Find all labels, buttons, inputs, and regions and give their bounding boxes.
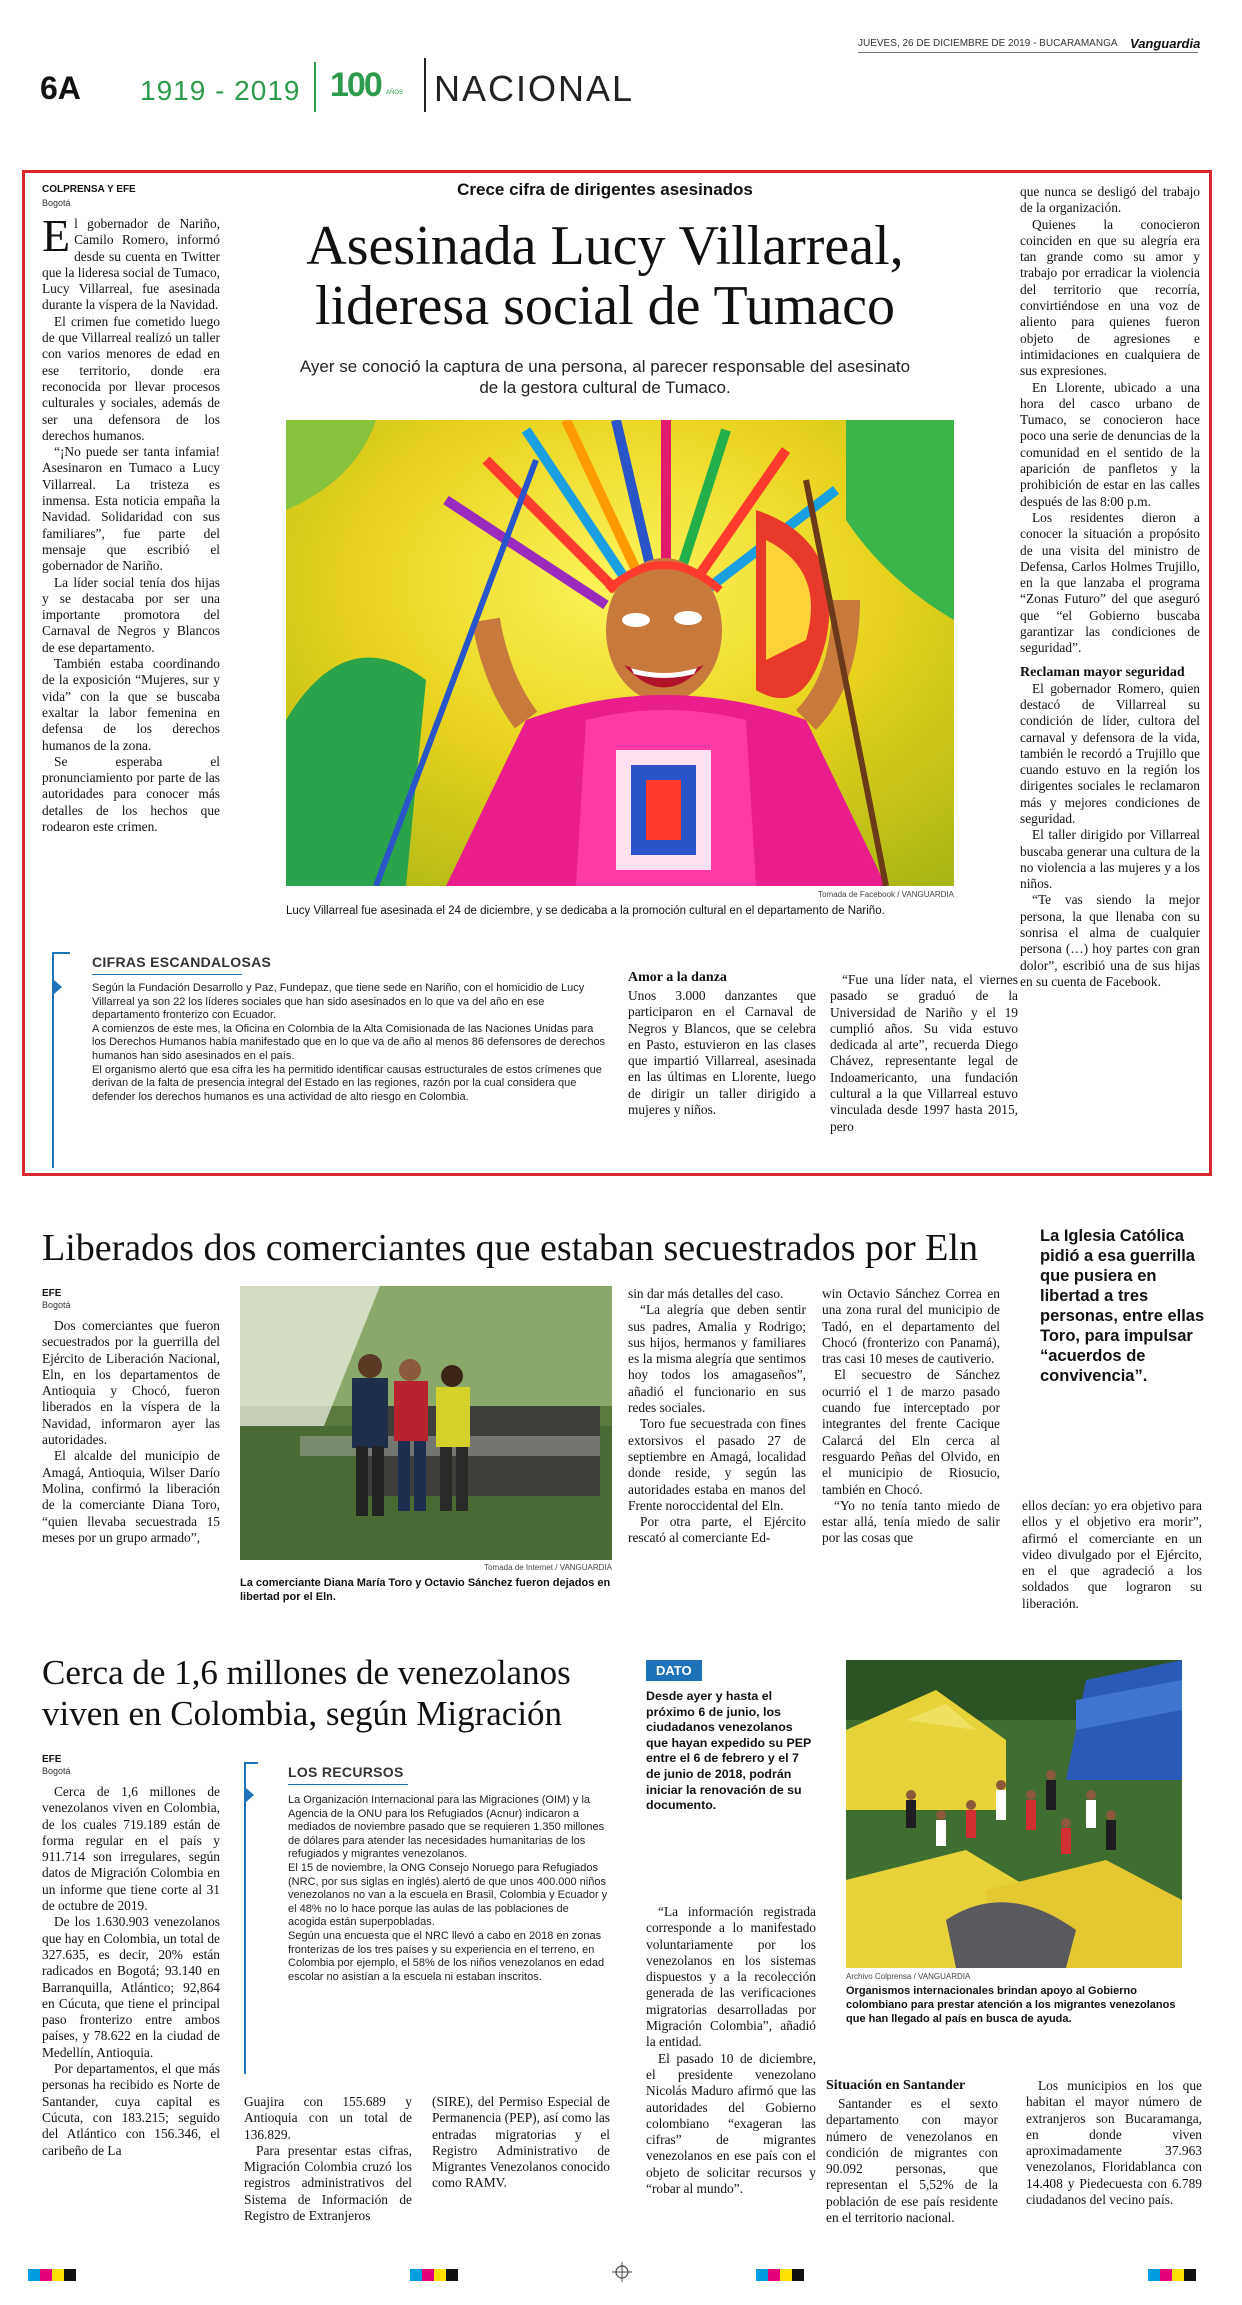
print-color-bar-center-right	[756, 2266, 804, 2285]
merchants-photo	[240, 1286, 612, 1560]
recursos-box	[244, 1762, 610, 2074]
a2-caption: La comerciante Diana María Toro y Octavio Sánchez fueron dejados en libertad por el Eln.	[240, 1577, 611, 1603]
a3-photo-credit: Archivo Colprensa / VANGUARDIA	[846, 1972, 971, 1981]
a1-city: Bogotá	[42, 198, 71, 208]
a1-column-1: El gobernador de Nariño, Camilo Romero, informó desde su cuenta en Twitter que la lideresa social de Tumaco, Lucy Villarreal, fue asesinada durante la víspera de la Navidad. El crimen fue cometido luego de que Villarreal realizó un taller con varios menores de edad en ese territorio, donde era reconocida por llevar procesos culturales y sociales, además de ser una defensora de los derechos humanos. “¡No puede ser tanta infamia! Asesinaron en Tumaco a Lucy Villarreal. La tristeza es inmensa. Esta noticia empaña la Navidad. Solidaridad con sus familiares”, fue parte del mensaje que escribió el gobernador de Nariño. La líder social tenía dos hijas y se destacaba por ser una importante promotora del Carnaval de Negros y Blancos de ese departamento. También estaba coordinando de la exposición “Mujeres, sur y vida” con la que se buscaba exaltar la labor femenina en defensa de los derechos humanos de la zona. Se esperaba el pronunciamiento por parte de las autoridades para conocer más detalles de los hechos que rodearon este crimen.	[42, 210, 220, 834]
a1-kicker: Crece cifra de dirigentes asesinados	[457, 180, 753, 199]
print-color-bar-left	[28, 2266, 76, 2285]
page-number: 6A	[40, 70, 81, 106]
a2-column-1: Dos comerciantes que fueron secuestrados por la guerrilla del Ejército de Liberación Nacional, Eln, en los departamentos de Antioquia y Chocó, fueron liberados en la víspera de la Navidad, informaron ayer las autoridades. El alcalde del municipio de Amagá, Antioquia, Wilser Darío Molina, confirmó la liberación de la comerciante Diana Toro, “quien llevaba secuestrada 15 meses por un grupo armado”,	[42, 1318, 220, 1545]
a2-city: Bogotá	[42, 1300, 71, 1310]
cifras-title: CIFRAS ESCANDALOSAS	[92, 954, 272, 970]
dropcap: E	[42, 210, 71, 261]
years-label: 1919 - 2019	[140, 75, 301, 106]
tents-illustration	[846, 1660, 1182, 1968]
header-divider	[314, 62, 316, 112]
cifras-text: Según la Fundación Desarrollo y Paz, Fundepaz, que tiene sede en Nariño, con el homicidio de Lucy Villarreal ya son 22 los líderes sociales que han sido asesinados en lo que va del año en ese departamento fronterizo con Ecuador. A comienzos de este mes, la Oficina en Colombia de la Alta Comisionada de las Naciones Unidas para los Derechos Humanos había manifestado que en lo que va de año al menos 86 defensores de derechos humanos han sido asesinados en el país. El organismo alertó que esa cifra les ha permitido identificar causas estructurales de estos crímenes que derivan de la falta de presencia integral del Estado en las regiones, razón por la cual considera que defender los derechos humanos es una actividad de alto riesgo en Colombia.	[92, 982, 606, 1103]
a3-column-1: Cerca de 1,6 millones de venezolanos viven en Colombia, de los cuales 719.189 están de forma regular en el país y 911.714 son irregulares, según datos de Migración Colombia en un informe que tiene corte al 31 de octubre de 2019. De los 1.630.903 venezolanos que hay en Colombia, un total de 327.635, es decir, 20% están radicados en Bogotá; 93.140 en Barranquilla, Atlántico; 92,864 en Cúcuta, que tiene el principal paso fronterizo entre ambos países, y 78.622 en la ciudad de Medellín, Antioquia. Por departamentos, el que más personas ha recibido es Norte de Santander, cuya capital es Cúcuta, con 183.215; seguido del Atlántico con 156.346, el caribeño de La	[42, 1784, 220, 2158]
a1-caption: Lucy Villarreal fue asesinada el 24 de diciembre, y se dedicaba a la promoción cultural en el departamento de Nariño.	[286, 905, 885, 917]
a1-column-amor: Unos 3.000 danzantes que participaron en el Carnaval de Negros y Blancos, que se celebra en Pasto, estuvieron en las clases que impartió Villarreal, asesinada en las últimas en Llorente, luego de dirigir un taller dirigido a mujeres y niños.	[628, 988, 816, 1118]
recursos-title: LOS RECURSOS	[288, 1764, 404, 1780]
a3-headline: Cerca de 1,6 millones de venezolanos viven en Colombia, según Migración	[42, 1653, 571, 1733]
a3-column-2: Guajira con 155.689 y Antioquia con un total de 136.829. Para presentar estas cifras, Migración Colombia cruzó los registros administrativos del Sistema de Información de Registro de Extranjeros	[244, 2094, 412, 2224]
recursos-text: La Organización Internacional para las Migraciones (OIM) y la Agencia de la ONU para los Refugiados (Acnur) indicaron a mediados de noviembre pasado que se requieren 1.350 millones de dólares para atender las necesidades humanitarias de los refugiados y migrantes venezolanos. El 15 de noviembre, la ONG Consejo Noruego para Refugiados (NRC, por sus siglas en inglés) alertó de que unos 400.000 niños venezolanos no van a la escuela en Brasil, Colombia y Ecuador y el 48% no lo hace porque las aulas de las poblaciones de acogida están superpobladas. Según una encuesta que el NRC llevó a cabo en 2018 en zonas fronterizas de los tres países y su experiencia en el terreno, en Colombia por ejemplo, el 58% de los niños venezolanos en edad escolar no asistían a la escuela ni estaban inscritos.	[288, 1794, 608, 1983]
a3-column-5: Santander es el sexto departamento con mayor número de venezolanos en condición de migrantes con 90.092 personas, que representan el 5,52% de la población de ese país residente en el territorio nacional.	[826, 2096, 998, 2226]
dato-box	[646, 1660, 816, 1814]
a1-column-quote: “Fue una líder nata, el viernes pasado se graduó de la Universidad de Nariño y el 19 cumplió años. Su vida estuvo dedicada al arte”, recuerda Diego Chávez, representante legal de Indoamericanto, una fundación cultural a la que Villarreal estuvo vinculada desde 1997 hasta 2015, pero	[830, 972, 1018, 1134]
date-line: JUEVES, 26 DE DICIEMBRE DE 2019 - BUCARAMANGA	[858, 38, 1118, 49]
a2-agency: EFE	[42, 1288, 62, 1299]
merchants-illustration	[240, 1286, 612, 1560]
a1-subtitle: Ayer se conoció la captura de una persona, al parecer responsable del asesinato de la gestora cultural de Tumaco.	[299, 357, 911, 397]
section-name: NACIONAL	[434, 68, 635, 109]
sub-amor-danza: Amor a la danza	[628, 970, 727, 985]
a3-caption: Organismos internacionales brindan apoyo al Gobierno colombiano para prestar atención a los migrantes venezolanos que han llegado al país en busca de ayuda.	[846, 1985, 1176, 2025]
a2-photo-credit: Tomada de Internet / VANGUARDIA	[484, 1563, 612, 1572]
section-divider	[424, 58, 426, 112]
a2-column-5: ellos decían: yo era objetivo para ellos y el objetivo era morir”, afirmó el comerciante en un video divulgado por el Ejército, en el que agradeció a los soldados que lograron su liberación.	[1022, 1498, 1202, 1611]
lucy-villarreal-photo	[286, 420, 954, 886]
cifras-box	[52, 952, 612, 1168]
registration-mark-icon	[612, 2262, 632, 2282]
print-color-bar-center-left	[410, 2266, 458, 2285]
a1-agency: COLPRENSA Y EFE	[42, 184, 136, 195]
a3-column-4: “La información registrada corresponde a lo manifestado voluntariamente por los venezolanos en los sistemas dispuestos y a la recolección generada de las verificaciones migratorias desarrolladas por Migración Colombia”, añadió la entidad. El pasado 10 de diciembre, el presidente venezolano Nicolás Maduro afirmó que las autoridades del Gobierno colombiano “exageran las cifras” de migrantes venezolanos en ese país con el objeto de solicitar recursos y “robar al mundo”.	[646, 1904, 816, 2197]
carnival-illustration	[286, 420, 954, 886]
a2-column-3: sin dar más detalles del caso. “La alegría que deben sentir sus padres, Amalia y Rodrigo; sus hijos, hermanos y familiares es la misma alegría que sentimos hoy todos los amagaseños”, añadió el funcionario en sus redes sociales. Toro fue secuestrada con fines extorsivos el pasado 27 de septiembre en Amagá, localidad donde reside, y según las autoridades estaba en manos del Frente noroccidental del Eln. Por otra parte, el Ejército rescató al comerciante Ed-	[628, 1286, 806, 1546]
a2-headline: Liberados dos comerciantes que estaban secuestrados por Eln	[42, 1227, 978, 1269]
a2-column-4: win Octavio Sánchez Correa en una zona rural del municipio de Tadó, en el departamento del Chocó (fronterizo con Panamá), tras casi 10 meses de cautiverio. El secuestro de Sánchez ocurrió el 1 de marzo pasado cuando fue interceptado por integrantes del frente Cacique Calarcá del Eln cerca al resguardo Peñas del Olvido, en el municipio de Riosucio, también en Chocó. “Yo no tenía tanto miedo de estar allá, tenía miedo de salir por las cosas que	[822, 1286, 1000, 1546]
header-rule	[858, 52, 1198, 53]
sub-reclaman: Reclaman mayor seguridad	[1020, 664, 1185, 680]
logo-anos: AÑOS	[386, 90, 404, 96]
dato-text: Desde ayer y hasta el próximo 6 de junio, los ciudadanos venezolanos que hayan expedido su PEP entre el 6 de febrero y el 7 de junio de 2018, podrán iniciar la renovación de su documento.	[646, 1689, 812, 1813]
a3-city: Bogotá	[42, 1766, 71, 1776]
sub-santander: Situación en Santander	[826, 2078, 966, 2093]
a1-headline: Asesinada Lucy Villarreal, lideresa social de Tumaco	[306, 215, 904, 337]
centenary-logo	[330, 66, 410, 106]
paper-name: Vanguardia	[1130, 36, 1201, 51]
logo-100: 100	[330, 66, 381, 104]
a2-pullquote: La Iglesia Católica pidió a esa guerrilla que pusiera en libertad a tres personas, entre ellas Toro, para impulsar “acuerdos de convivencia”.	[1040, 1227, 1205, 1385]
a3-column-6: Los municipios en los que habitan el mayor número de extranjeros son Bucaramanga, en donde viven aproximadamente 37.963 venezolanos, Floridablanca con 14.408 y Piedecuesta con 6.789 ciudadanos del vecino país.	[1026, 2078, 1202, 2208]
dato-tab: DATO	[646, 1660, 702, 1681]
a1-photo-credit: Tomada de Facebook / VANGUARDIA	[818, 890, 954, 899]
a3-agency: EFE	[42, 1754, 62, 1765]
migrants-photo	[846, 1660, 1182, 1968]
a3-column-3: (SIRE), del Permiso Especial de Permanencia (PEP), así como las entradas migratorias y el Registro Administrativo de Migrantes Venezolanos conocido como RAMV.	[432, 2094, 610, 2191]
a1-column-right: que nunca se desligó del trabajo de la organización. Quienes la conocieron coinciden en que su alegría era tan grande como su amor y trabajo por erradicar la violencia del territorio que recorría, convirtiéndose en una voz de aliento para quienes fueron objeto de agresiones e intimidaciones en cualquiera de sus expresiones. En Llorente, ubicado a una hora del casco urbano de Tumaco, se conocieron hace poco una serie de denuncias de la comunidad en el sentido de la aparición de panfletos y la prohibición de estar en las calles después de las 8:00 p.m. Los residentes dieron a conocer la situación a propósito de una visita del ministro de Defensa, Carlos Holmes Trujillo, en la que lanzaba el programa “Zonas Futuro” del que aseguró que “el Gobierno buscaba garantizar las condiciones de seguridad”. Reclaman mayor seguridad El gobernador Romero, quien destacó de Villarreal su condición de líder, cultora del carnaval y defensora de la vida, también le recordó a Trujillo que cuando estuvo en la región los dirigentes sociales le reclamaron más y mejores condiciones de seguridad. El taller dirigido por Villarreal buscaba generar una cultura de la no violencia a las mujeres y a los niños. “Te vas siendo la mejor persona, la que llenaba con su sonrisa el alma de cualquier persona (…) hoy partes con gran dolor”, escribió una de sus hijas en su cuenta de Facebook.	[1020, 184, 1200, 989]
print-color-bar-right	[1148, 2266, 1196, 2285]
